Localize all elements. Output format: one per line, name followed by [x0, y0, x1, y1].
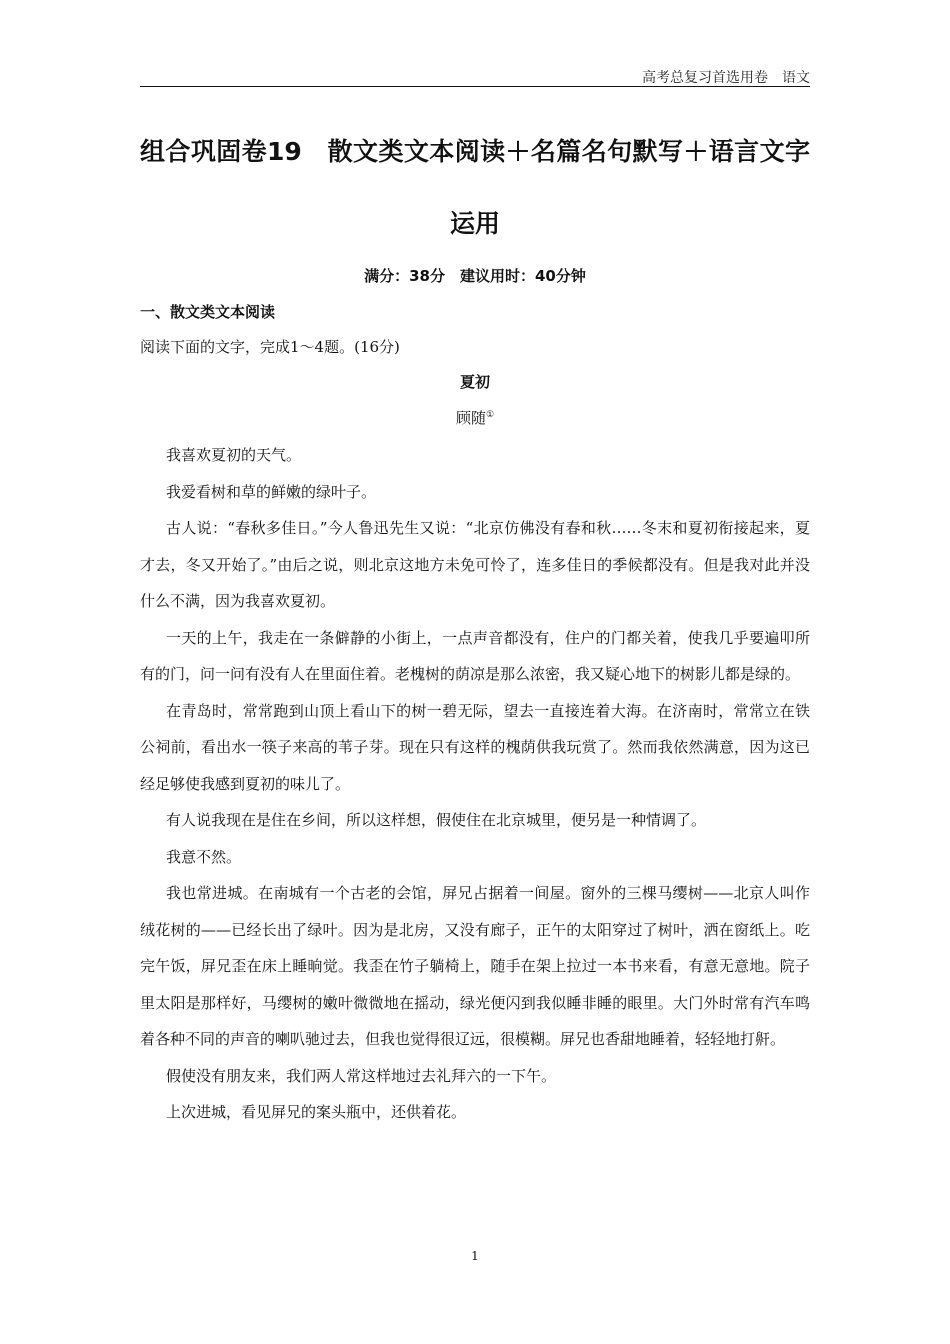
essay-paragraph: 我喜欢夏初的天气。 [166, 446, 302, 464]
essay-title: 夏初 [459, 373, 490, 391]
essay-author [140, 404, 810, 429]
score-and-time: 满分：38分 建议用时：40分钟 [364, 267, 586, 285]
header-rule [140, 86, 810, 87]
essay-paragraph: 一天的上午，我走在一条僻静的小街上，一点声音都没有，住户的门都关着，使我几乎要遍叩所有的门，问一问有没有人在里面住着。老槐树的荫凉是那么浓密，我又疑心地下的树影儿都是绿的。 [140, 628, 810, 683]
running-header: 高考总复习首选用卷 语文 [642, 70, 810, 86]
page-number: 1 [471, 1249, 479, 1263]
page-title-line-1: 组合巩固卷19 散文类文本阅读＋名篇名句默写＋语言文字 [140, 137, 810, 166]
essay-body [140, 437, 810, 1131]
essay-paragraph: 我意不然。 [166, 847, 242, 866]
essay-paragraph: 在青岛时，常常跑到山顶上看山下的树一碧无际，望去一直接连着大海。在济南时，常常立在铁公祠前，看出水一筷子来高的苇子芽。现在只有这样的槐荫供我玩赏了。然而我依然满意，因为这已经足够使我感到夏初的味儿了。 [140, 701, 810, 793]
author-footnote-marker: ① [485, 410, 495, 420]
page-title-line-2: 运用 [449, 209, 500, 238]
reading-instruction: 阅读下面的文字，完成1～4题。(16分) [140, 338, 400, 356]
essay-paragraph: 我爱看树和草的鲜嫩的绿叶子。 [166, 482, 377, 501]
essay-paragraph: 上次进城，看见屏兄的案头瓶中，还供着花。 [166, 1103, 467, 1121]
author-name: 顾随 [455, 409, 486, 427]
section-heading: 一、散文类文本阅读 [140, 303, 276, 321]
essay-paragraph: 古人说：“春秋多佳日。”今人鲁迅先生又说：“北京仿佛没有春和秋……冬末和夏初衔接起来，夏才去，冬又开始了。”由后之说，则北京这地方未免可怜了，连多佳日的季候都没有。但是我对此并没什么不满，因为我喜欢夏初。 [140, 519, 810, 610]
essay-paragraph: 我也常进城。在南城有一个古老的会馆，屏兄占据着一间屋。窗外的三棵马缨树——北京人叫作绒花树的——已经长出了绿叶。因为是北房，又没有廊子，正午的太阳穿过了树叶，洒在窗纸上。吃完午饭，屏兄歪在床上睡晌觉。我歪在竹子躺椅上，随手在架上拉过一本书来看，有意无意地。院子里太阳是那样好，马缨树的嫩叶微微地在摇动，绿光便闪到我似睡非睡的眼里。大门外时常有汽车鸣着各种不同的声音的喇叭驰过去，但我也觉得很辽远，很模糊。屏兄也香甜地睡着，轻轻地打鼾。 [140, 884, 810, 1048]
essay-paragraph: 有人说我现在是住在乡间，所以这样想，假使住在北京城里，便另是一种情调了。 [166, 811, 707, 829]
essay-paragraph: 假使没有朋友来，我们两人常这样地过去礼拜六的一下午。 [166, 1066, 557, 1085]
